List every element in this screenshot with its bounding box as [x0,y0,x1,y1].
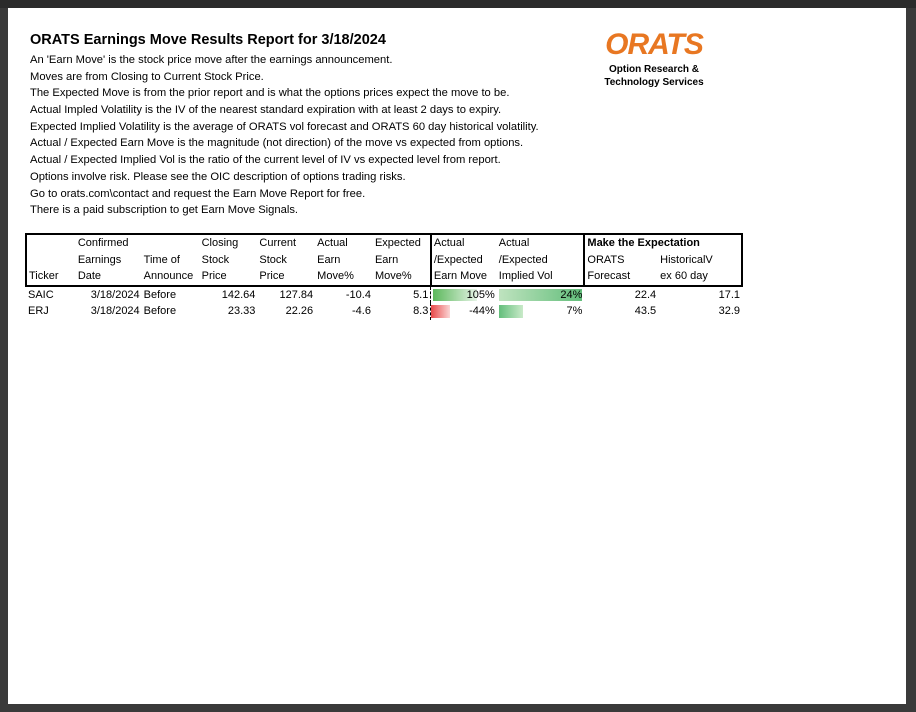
header-cell: Move% [373,268,431,286]
act-exp-move-value: 105% [466,288,495,301]
description-line: Moves are from Closing to Current Stock Price. [30,70,264,83]
header-cell: Announce [142,268,200,286]
act-exp-iv-value: 24% [560,288,583,301]
report-title: ORATS Earnings Move Results Report for 3/18/2024 [30,32,386,48]
header-cell: Earn [374,253,399,266]
act-exp-iv-cell [497,303,585,320]
act-exp-move-databar-negative [431,305,450,318]
announce-time-cell: Before [143,288,177,301]
header-cell: Closing [200,234,258,252]
make-expectation-header: Make the Expectation [584,234,742,252]
header-cell: ORATS [584,252,658,269]
expected-move-cell [373,303,431,320]
header-row-1 [26,234,742,252]
hist-vol-cell: 17.1 [718,288,740,301]
header-cell: Confirmed [76,234,142,252]
header-cell: Earn Move [431,268,497,286]
current-price-cell: 127.84 [279,288,314,301]
orats-forecast-cell: 22.4 [634,288,657,301]
header-cell [142,234,200,252]
announce-time-cell: Before [143,305,177,317]
header-cell [26,252,76,269]
header-cell: Price [200,268,258,286]
ticker-cell: SAIC [28,288,54,301]
logo-wordmark: ORATS [605,28,703,61]
closing-price-cell: 23.33 [227,305,256,317]
act-exp-iv-cell [497,286,585,304]
header-cell [26,234,76,252]
header-cell: Ticker [26,268,76,286]
logo-tagline-2: Technology Services [604,76,704,88]
earnings-date-cell: 3/18/2024 [90,305,140,317]
description-line: Actual Impled Volatility is the IV of the nearest standard expiration with at least 2 days to expiry. [30,104,502,117]
act-exp-move-cell [431,286,497,304]
description-line: Actual / Expected Implied Vol is the ratio of the current level of IV vs expected level from report. [30,154,501,167]
header-cell: Actual [431,234,497,252]
closing-price-cell: 142.64 [221,288,256,301]
description-line: The Expected Move is from the prior report and is what the options prices expect the move to be. [30,87,510,100]
description-line: Actual / Expected Earn Move is the magnitude (not direction) of the move vs expected from options. [30,137,524,150]
hist-vol-cell: 32.9 [718,305,740,317]
earnings-table [25,233,743,320]
act-exp-iv-databar [499,305,523,318]
orats-logo [600,30,708,89]
header-cell: Date [76,268,142,286]
act-exp-move-cell [431,303,497,320]
report-description [30,52,539,219]
actual-move-cell: -4.6 [351,305,371,317]
expected-move-value: 8.3 [413,305,429,317]
description-line: There is a paid subscription to get Earn Move Signals. [30,204,299,217]
header-cell: Time of [143,253,180,266]
current-price-cell: 22.26 [285,305,314,317]
header-cell: Stock [201,253,230,266]
description-line: Go to orats.com\contact and request the Earn Move Report for free. [30,187,366,200]
header-cell: Actual [315,234,373,252]
header-cell: Forecast [584,268,658,286]
header-cell: Earn [317,253,341,266]
header-cell: Stock [259,253,287,266]
header-cell: Earnings [77,253,122,266]
header-cell: Expected [373,234,431,252]
expected-move-cell: 5.1 [413,288,429,301]
description-line: An 'Earn Move' is the stock price move after the earnings announcement. [30,54,393,66]
header-cell: Move% [315,268,373,286]
header-cell: Implied Vol [497,268,585,286]
header-cell: Price [257,268,315,286]
header-cell: /Expected [431,252,497,269]
orats-forecast-cell: 43.5 [634,305,657,317]
actual-move-cell: -10.4 [345,288,371,301]
act-exp-iv-value: 7% [566,305,583,317]
header-cell: Current [257,234,315,252]
report-page [8,8,906,704]
ticker-cell: ERJ [28,305,49,317]
description-line: Options involve risk. Please see the OIC description of options trading risks. [30,170,406,183]
earnings-date-cell: 3/18/2024 [90,288,140,301]
header-cell: Actual [497,234,585,252]
header-row-2 [26,252,742,269]
table-row [26,303,742,320]
window-top-edge [0,0,916,8]
table-row [26,286,742,304]
header-cell: /Expected [498,253,548,266]
description-line: Expected Implied Volatility is the average of ORATS vol forecast and ORATS 60 day historical volatility. [30,120,539,133]
header-row-3 [26,268,742,286]
header-cell: ex 60 day [658,268,742,286]
act-exp-move-value: -44% [469,305,495,317]
logo-tagline-1: Option Research & [608,64,700,75]
header-cell: HistoricalV [658,252,742,269]
